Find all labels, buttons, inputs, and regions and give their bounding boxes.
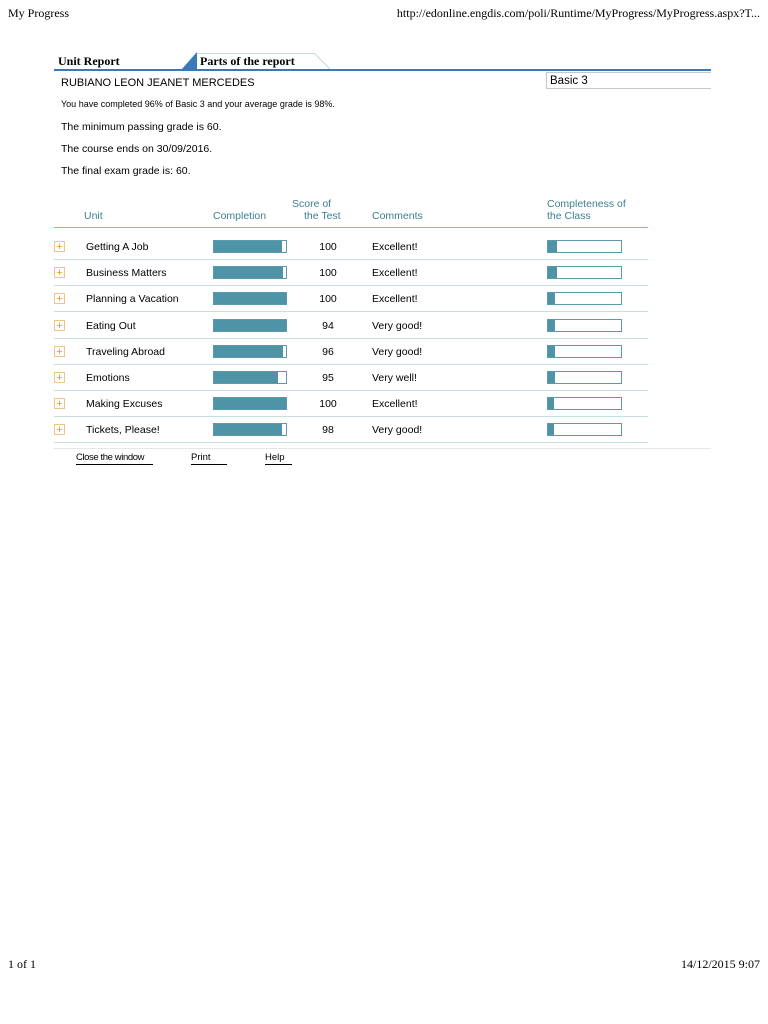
unit-name: Emotions [86,372,130,384]
unit-name: Making Excuses [86,398,163,410]
table-row [54,365,648,391]
test-score: 94 [322,320,334,332]
expand-plus-icon[interactable]: + [54,346,65,357]
table-row [54,313,648,339]
completion-bar [213,423,287,436]
table-row [54,234,648,260]
completion-bar-fill [214,398,286,409]
class-completeness-fill [548,241,557,252]
browser-page-title: My Progress [8,6,70,20]
test-score: 100 [319,293,337,305]
row-divider [54,442,648,443]
completion-bar-fill [214,424,282,435]
course-end-date: The course ends on 30/09/2016. [61,143,213,155]
class-completeness-fill [548,320,555,331]
unit-name: Traveling Abroad [86,346,165,358]
tab-parts-of-report[interactable]: Parts of the report [200,54,295,68]
browser-url: http://edonline.engdis.com/poli/Runtime/MyProgress/MyProgress.aspx?T... [396,6,760,20]
class-completeness-fill [548,372,555,383]
unit-name: Eating Out [86,320,136,332]
comment: Very good! [372,346,423,358]
min-passing-grade: The minimum passing grade is 60. [61,121,222,133]
comment: Very good! [372,320,423,332]
completion-bar [213,240,287,253]
completion-bar [213,292,287,305]
table-row [54,339,648,365]
column-header-unit: Unit [84,210,103,222]
completion-bar [213,345,287,358]
comment: Excellent! [372,267,418,279]
column-header-comments: Comments [372,210,423,222]
class-completeness-bar [547,240,622,253]
table-row [54,417,648,443]
class-completeness-bar [547,423,622,436]
class-completeness-bar [547,371,622,384]
class-completeness-bar [547,292,622,305]
completion-bar [213,397,287,410]
row-divider [54,311,648,312]
column-header-completion: Completion [213,210,267,222]
expand-plus-icon[interactable]: + [54,424,65,435]
header-rule [54,227,648,228]
comment: Very well! [372,372,417,384]
tab-edge [312,53,332,70]
unit-name: Business Matters [86,267,167,279]
table-row [54,391,648,417]
tab-unit-report[interactable]: Unit Report [58,54,120,68]
tab-underline [54,69,711,71]
expand-plus-icon[interactable]: + [54,320,65,331]
class-completeness-fill [548,424,554,435]
completion-bar-fill [214,241,282,252]
close-window-link[interactable]: Close the window [76,452,153,465]
completion-bar-fill [214,293,286,304]
class-completeness-bar [547,345,622,358]
unit-name: Tickets, Please! [86,424,160,436]
help-link[interactable]: Help [265,452,292,465]
column-header-score-line1: Score of [292,198,332,210]
page-count: 1 of 1 [8,957,36,971]
tab-divider [181,52,197,70]
column-header-class-completeness [547,198,626,222]
test-score: 100 [319,398,337,410]
unit-name: Planning a Vacation [86,293,179,305]
completion-bar [213,319,287,332]
test-score: 100 [319,267,337,279]
print-link[interactable]: Print [191,452,227,465]
test-score: 98 [322,424,334,436]
final-exam-grade: The final exam grade is: 60. [61,165,191,177]
completion-bar-fill [214,320,286,331]
completion-bar-fill [214,346,283,357]
student-name: RUBIANO LEON JEANET MERCEDES [61,77,255,89]
expand-plus-icon[interactable]: + [54,241,65,252]
class-completeness-fill [548,267,557,278]
class-completeness-fill [548,346,555,357]
test-score: 96 [322,346,334,358]
comment: Excellent! [372,398,418,410]
completion-bar-fill [214,372,278,383]
comment: Excellent! [372,241,418,253]
column-header-class-line1: Completeness of [547,198,626,210]
expand-plus-icon[interactable]: + [54,372,65,383]
comment: Excellent! [372,293,418,305]
expand-plus-icon[interactable]: + [54,398,65,409]
expand-plus-icon[interactable]: + [54,267,65,278]
table-row [54,286,648,312]
class-completeness-bar [547,319,622,332]
test-score: 95 [322,372,334,384]
test-score: 100 [319,241,337,253]
completion-bar [213,371,287,384]
class-completeness-fill [548,398,554,409]
expand-plus-icon[interactable]: + [54,293,65,304]
completion-bar [213,266,287,279]
class-completeness-fill [548,293,555,304]
print-timestamp: 14/12/2015 9:07 [680,957,760,971]
unit-name: Getting A Job [86,241,149,253]
column-header-class-line2: the Class [547,210,591,222]
footer-rule [54,448,711,449]
column-header-score [292,198,350,222]
table-row [54,260,648,286]
class-completeness-bar [547,397,622,410]
completion-summary: You have completed 96% of Basic 3 and your average grade is 98%. [61,99,335,109]
course-selector[interactable]: Basic 3 [546,72,711,89]
comment: Very good! [372,424,423,436]
column-header-score-line2: the Test [304,210,341,222]
completion-bar-fill [214,267,283,278]
class-completeness-bar [547,266,622,279]
